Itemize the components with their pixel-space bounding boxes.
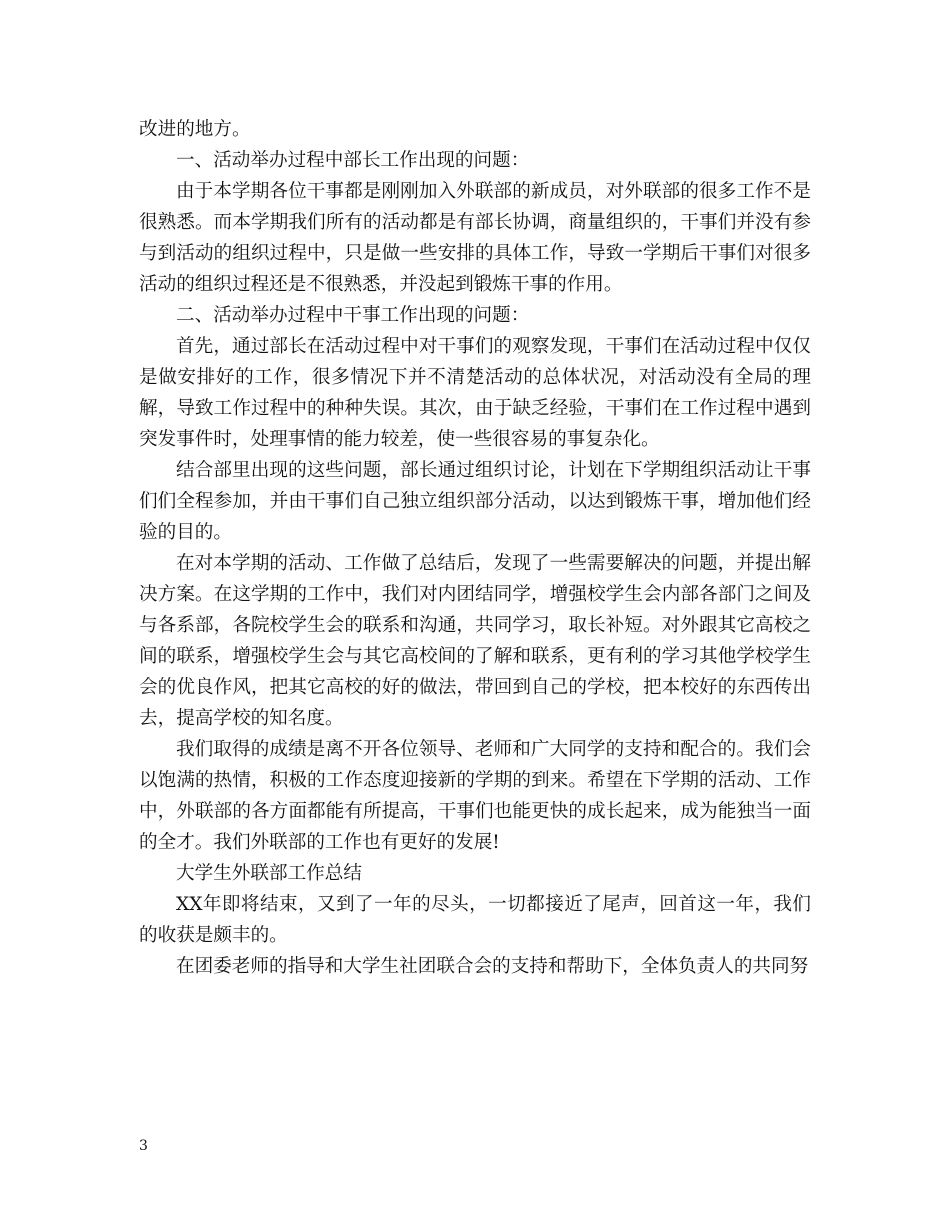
paragraph: 由于本学期各位干事都是刚刚加入外联部的新成员，对外联部的很多工作不是很熟悉。而本学期我们所有的活动都是有部长协调，商量组织的，干事们并没有参与到活动的组织过程中，只是做一些安排的具体工作，导致一学期后干事们对很多活动的组织过程还是不很熟悉，并没起到锻炼干事的作用。	[139, 181, 811, 295]
paragraph: 在对本学期的活动、工作做了总结后，发现了一些需要解决的问题，并提出解决方案。在这学期的工作中，我们对内团结同学，增强校学生会内部各部门之间及与各系部，各院校学生会的联系和沟通，共同学习，取长补短。对外跟其它高校之间的联系，增强校学生会与其它高校间的了解和联系，更有利的学习其他学校学生会的优良作风，把其它高校的好的做法，带回到自己的学校，把本校好的东西传出去，提高学校的知名度。	[139, 553, 811, 729]
section-heading-2: 二、活动举办过程中干事工作出现的问题：	[176, 305, 530, 326]
paragraph: 我们取得的成绩是离不开各位领导、老师和广大同学的支持和配合的。我们会以饱满的热情，积极的工作态度迎接新的学期的到来。希望在下学期的活动、工作中，外联部的各方面都能有所提高，干事们也能更快的成长起来，成为能独当一面的全才。我们外联部的工作也有更好的发展!	[139, 739, 811, 853]
section-heading-1: 一、活动举办过程中部长工作出现的问题：	[176, 150, 530, 171]
paragraph-continuation: 改进的地方。	[139, 119, 251, 140]
paragraph: 结合部里出现的这些问题，部长通过组织讨论，计划在下学期组织活动让干事们们全程参加，并由干事们自己独立组织部分活动，以达到锻炼干事，增加他们经验的目的。	[139, 460, 811, 543]
paragraph: XX年即将结束，又到了一年的尽头，一切都接近了尾声，回首这一年，我们的收获是颇丰的。	[139, 894, 811, 946]
paragraph: 在团委老师的指导和大学生社团联合会的支持和帮助下，全体负责人的共同努	[176, 956, 809, 977]
paragraph: 首先，通过部长在活动过程中对干事们的观察发现，干事们在活动过程中仅仅是做安排好的工作，很多情况下并不清楚活动的总体状况，对活动没有全局的理解，导致工作过程中的种种失误。其次，由于缺乏经验，干事们在工作过程中遇到突发事件时，处理事情的能力较差，使一些很容易的事复杂化。	[139, 336, 811, 450]
page-number: 3	[139, 1138, 148, 1154]
document-body	[139, 114, 811, 982]
document-title: 大学生外联部工作总结	[176, 863, 362, 884]
